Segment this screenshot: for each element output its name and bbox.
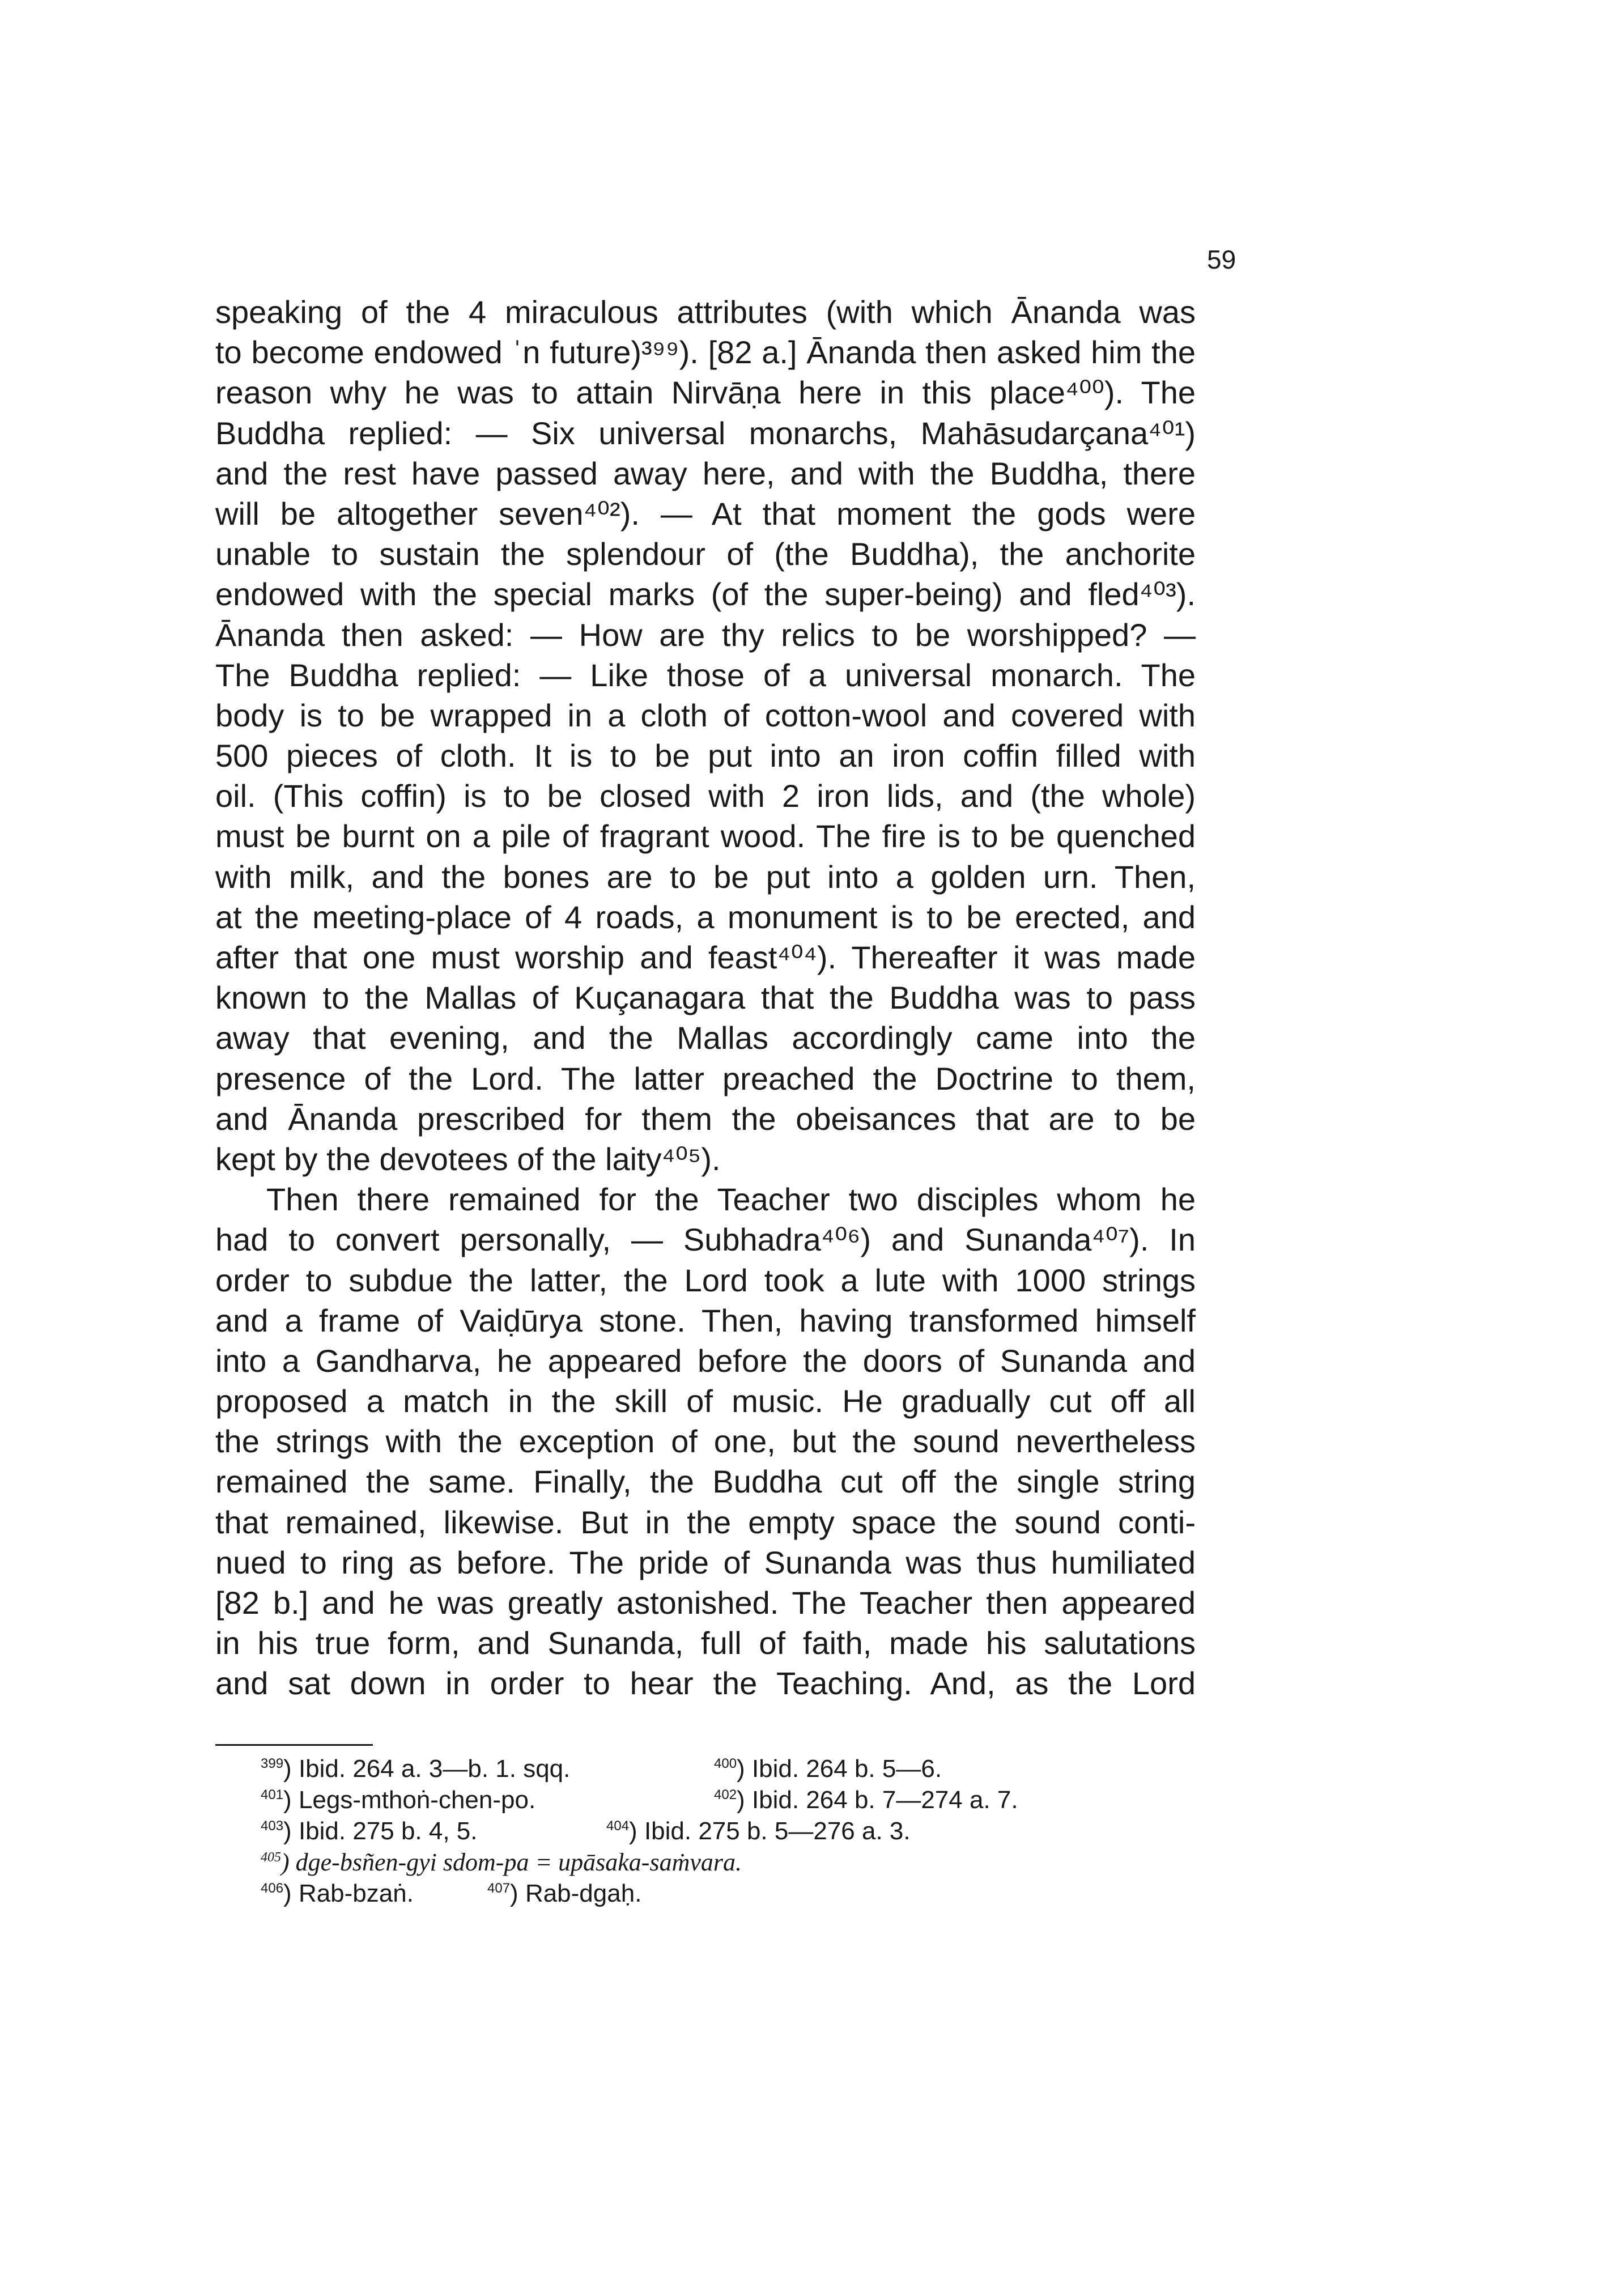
- footnote-402: $^{402}$) Ibid. 264 b. 7—274 a. 7.: [714, 1786, 1018, 1814]
- text-line: had to convert personally, — Subhadra⁴⁰⁶) and Sunanda⁴⁰⁷). In: [215, 1222, 1196, 1258]
- footnote-404: $^{404}$) Ibid. 275 b. 5—276 a. 3.: [606, 1817, 911, 1845]
- text-line: oil. (This coffin) is to be closed with 2 iron lids, and (the whole): [215, 778, 1196, 814]
- text-line: must be burnt on a pile of fragrant wood. The fire is to be quenched: [215, 818, 1196, 854]
- text-line: and sat down in order to hear the Teaching. And, as the Lord: [215, 1665, 1196, 1702]
- text-line: The Buddha replied: — Like those of a universal monarch. The: [215, 657, 1196, 693]
- footnote-row: [261, 1878, 1018, 1909]
- text-line: nued to ring as before. The pride of Sunanda was thus humiliated: [215, 1544, 1196, 1580]
- footnote-406: $^{406}$) Rab-bzaṅ.: [261, 1880, 414, 1907]
- text-line: presence of the Lord. The latter preached the Doctrine to them,: [215, 1060, 1196, 1096]
- footnote-401: $^{401}$) Legs-mthoṅ-chen-po.: [261, 1786, 536, 1814]
- text-line: reason why he was to attain Nirvāṇa here in this place⁴⁰⁰). The: [215, 375, 1196, 411]
- footnote-row: [261, 1753, 1018, 1784]
- text-line: endowed with the special marks (of the super-being) and fled⁴⁰³).: [215, 576, 1196, 613]
- text-line: Ānanda then asked: — How are thy relics to be worshipped? —: [215, 616, 1196, 653]
- text-line: the strings with the exception of one, but the sound nevertheless: [215, 1423, 1196, 1460]
- footnote-399: $^{399}$) Ibid. 264 a. 3—b. 1. sqq.: [261, 1755, 571, 1783]
- text-line: [82 b.] and he was greatly astonished. The Teacher then appeared: [215, 1585, 1196, 1621]
- text-line: body is to be wrapped in a cloth of cotton-wool and covered with: [215, 697, 1196, 733]
- text-line: and a frame of Vaiḍūrya stone. Then, having transformed himself: [215, 1302, 1196, 1338]
- text-line: known to the Mallas of Kuçanagara that the Buddha was to pass: [215, 980, 1196, 1016]
- footnote-row: [261, 1847, 1018, 1878]
- text-line: order to subdue the latter, the Lord took a lute with 1000 strings: [215, 1262, 1196, 1298]
- footnote-407: $^{407}$) Rab-dgaḥ.: [487, 1880, 642, 1907]
- body-text: [215, 292, 1196, 1704]
- text-line: after that one must worship and feast⁴⁰⁴). Thereafter it was made: [215, 939, 1196, 975]
- footnote-400: $^{400}$) Ibid. 264 b. 5—6.: [714, 1755, 942, 1783]
- footnote-403: $^{403}$) Ibid. 275 b. 4, 5.: [261, 1817, 478, 1845]
- text-line: at the meeting-place of 4 roads, a monument is to be erected, and: [215, 899, 1196, 935]
- text-line: and the rest have passed away here, and with the Buddha, there: [215, 455, 1196, 491]
- text-line: that remained, likewise. But in the empty space the sound conti-: [215, 1504, 1196, 1540]
- text-line: speaking of the 4 miraculous attributes (with which Ānanda was: [215, 294, 1196, 330]
- text-line: away that evening, and the Mallas accordingly came into the: [215, 1020, 1196, 1056]
- text-line: Then there remained for the Teacher two disciples whom he: [266, 1181, 1196, 1218]
- text-line: in his true form, and Sunanda, full of faith, made his salutations: [215, 1625, 1196, 1661]
- footnote-row: [261, 1784, 1018, 1815]
- text-line: unable to sustain the splendour of (the Buddha), the anchorite: [215, 536, 1196, 572]
- footnotes: [261, 1753, 1018, 1909]
- text-line: with milk, and the bones are to be put into a golden urn. Then,: [215, 858, 1196, 895]
- text-line: will be altogether seven⁴⁰²). — At that moment the gods were: [215, 495, 1196, 532]
- text-line: to become endowed ˈn future)³⁹⁹). [82 a.] Ānanda then asked him the: [215, 334, 1196, 371]
- text-line: and Ānanda prescribed for them the obeisances that are to be: [215, 1100, 1196, 1137]
- footnote-divider: [215, 1744, 373, 1746]
- text-line: proposed a match in the skill of music. He gradually cut off all: [215, 1383, 1196, 1419]
- text-line: remained the same. Finally, the Buddha cut off the single string: [215, 1464, 1196, 1500]
- text-line: kept by the devotees of the laity⁴⁰⁵).: [215, 1141, 721, 1177]
- text-line: 500 pieces of cloth. It is to be put into an iron coffin filled with: [215, 738, 1196, 774]
- page-number: 59: [1207, 245, 1236, 274]
- footnote-row: [261, 1815, 1018, 1847]
- text-line: into a Gandharva, he appeared before the doors of Sunanda and: [215, 1342, 1196, 1379]
- text-line: Buddha replied: — Six universal monarchs, Mahāsudarçana⁴⁰¹): [215, 415, 1196, 451]
- footnote-405: $^{405}$) dge-bsñen-gyi sdom-pa = upāsaka-saṁvara.: [261, 1848, 742, 1876]
